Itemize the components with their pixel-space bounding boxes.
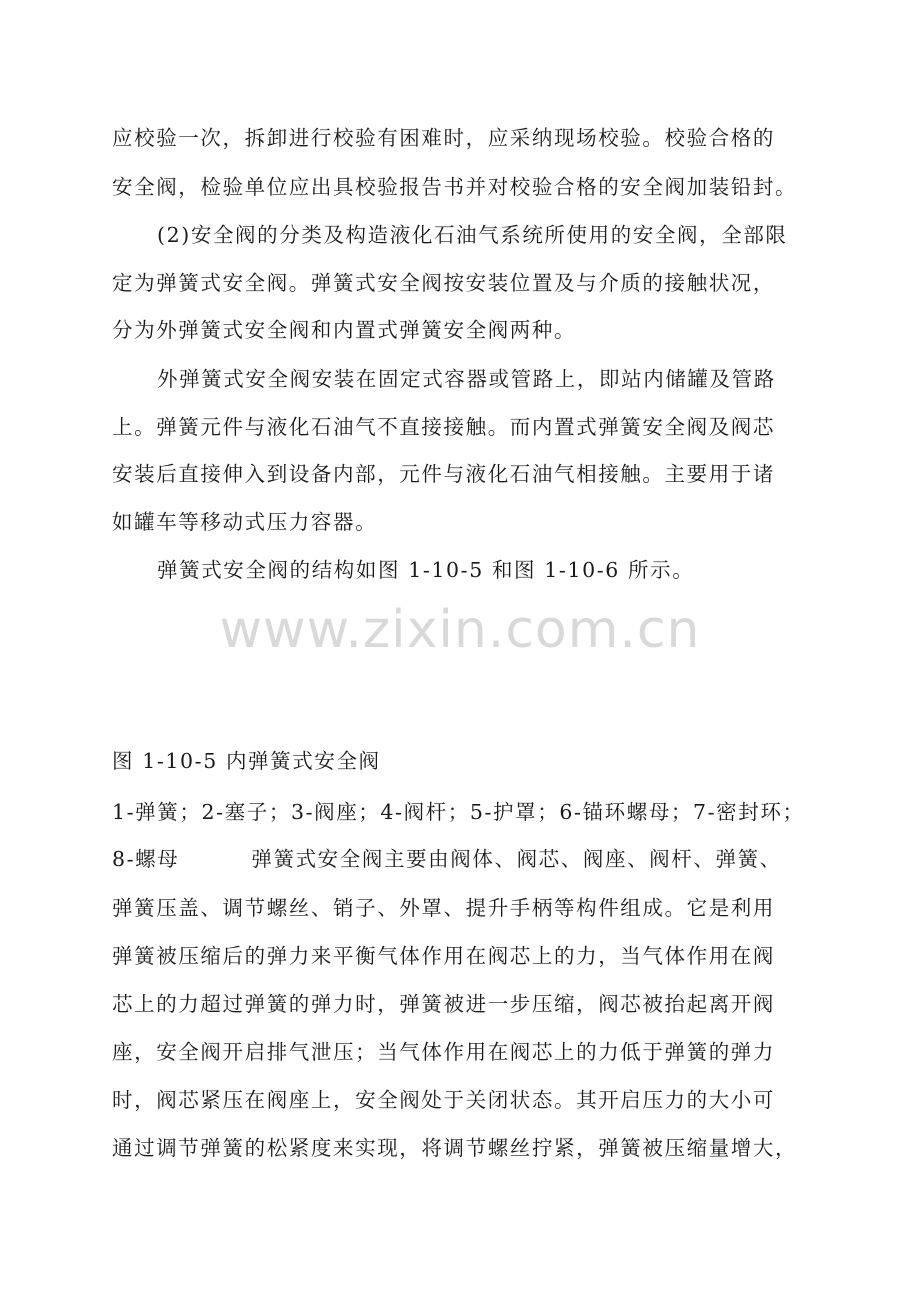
figure-legend-line-2 — [112, 844, 812, 874]
paragraph-2-line-2: 定为弹簧式安全阀。弹簧式安全阀按安装位置及与介质的接触状况， — [112, 271, 775, 295]
paragraph-3-line-1: 外弹簧式安全阀安装在固定式容器或管路上，即站内储罐及管路 — [157, 367, 776, 391]
figure-legend-last-item: 8-螺母 — [112, 847, 180, 871]
paragraph-3-line-3: 安装后直接伸入到设备内部，元件与液化石油气相接触。主要用于诸 — [112, 462, 775, 486]
paragraph-5-line-5: 座，安全阀开启排气泄压；当气体作用在阀芯上的力低于弹簧的弹力 — [112, 1040, 775, 1064]
figure-legend-line-1: 1-弹簧；2-塞子；3-阀座；4-阀杆；5-护罩；6-锚环螺母；7-密封环； — [112, 800, 805, 824]
paragraph-4-line-1: 弹簧式安全阀的结构如图 1-10-5 和图 1-10-6 所示。 — [157, 558, 695, 582]
paragraph-3-line-2: 上。弹簧元件与液化石油气不直接接触。而内置式弹簧安全阀及阀芯 — [112, 415, 775, 439]
watermark: www.zixin.com.cn — [219, 600, 701, 660]
paragraph-5-line-1: 弹簧式安全阀主要由阀体、阀芯、阀座、阀杆、弹簧、 — [251, 847, 782, 871]
figure-caption: 图 1-10-5 内弹簧式安全阀 — [112, 749, 381, 773]
paragraph-5-line-4: 芯上的力超过弹簧的弹力时，弹簧被进一步压缩，阀芯被抬起离开阀 — [112, 992, 775, 1016]
paragraph-3-line-4: 如罐车等移动式压力容器。 — [112, 510, 378, 534]
paragraph-2-line-1: (2)安全阀的分类及构造液化石油气系统所使用的安全阀，全部限 — [157, 223, 788, 247]
paragraph-2-line-3: 分为外弹簧式安全阀和内置式弹簧安全阀两种。 — [112, 318, 577, 342]
paragraph-5-line-3: 弹簧被压缩后的弹力来平衡气体作用在阀芯上的力，当气体作用在阀 — [112, 944, 775, 968]
paragraph-5-line-7: 通过调节弹簧的松紧度来实现，将调节螺丝拧紧，弹簧被压缩量增大， — [112, 1136, 798, 1160]
paragraph-1-line-2: 安全阀，检验单位应出具校验报告书并对校验合格的安全阀加装铅封。 — [112, 175, 798, 199]
paragraph-5-line-6: 时，阀芯紧压在阀座上，安全阀处于关闭状态。其开启压力的大小可 — [112, 1088, 775, 1112]
paragraph-5-line-2: 弹簧压盖、调节螺丝、销子、外罩、提升手柄等构件组成。它是利用 — [112, 896, 775, 920]
paragraph-1-line-1: 应校验一次，拆卸进行校验有困难时，应采纳现场校验。校验合格的 — [112, 126, 775, 150]
